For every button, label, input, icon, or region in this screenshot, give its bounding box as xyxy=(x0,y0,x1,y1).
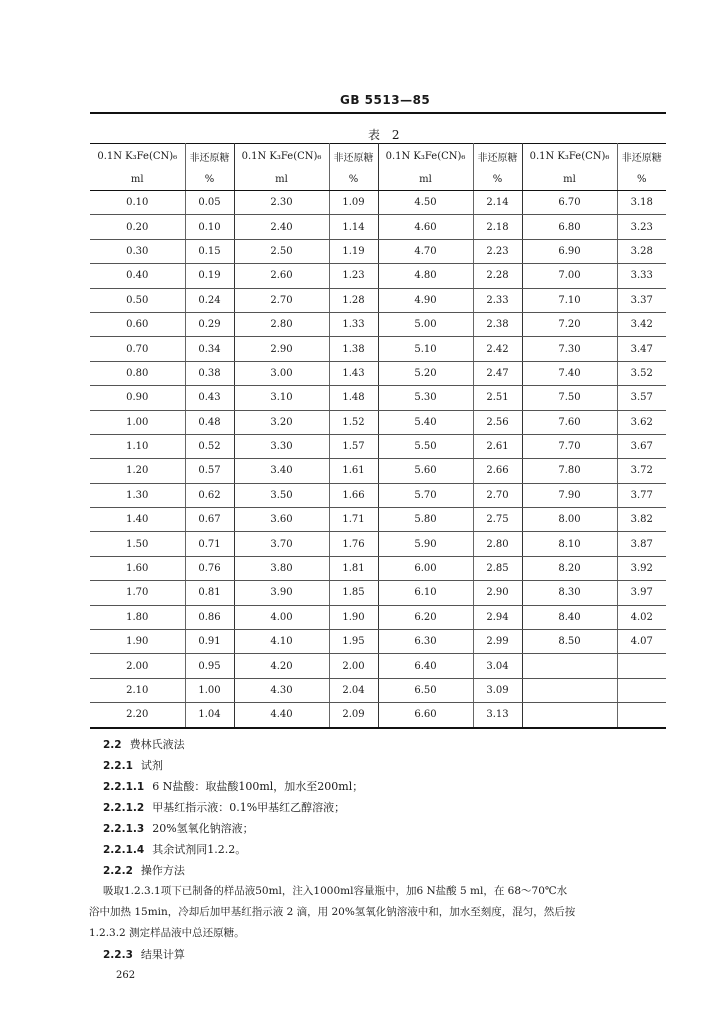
table-cell: 0.95 xyxy=(185,654,234,678)
table-cell xyxy=(617,678,666,702)
section-title: 操作方法 xyxy=(140,864,185,877)
table-cell xyxy=(522,703,617,728)
table-cell: 1.85 xyxy=(329,581,378,605)
unit-cell: ml xyxy=(90,168,185,191)
table-cell: 0.19 xyxy=(185,264,234,288)
table-cell: 6.60 xyxy=(378,703,473,728)
header-cell: 非还原糖 xyxy=(473,144,522,169)
table-cell: 3.37 xyxy=(617,288,666,312)
table-cell: 6.70 xyxy=(522,191,617,215)
table-cell: 0.91 xyxy=(185,630,234,654)
table-cell: 1.40 xyxy=(90,508,185,532)
section-number: 2.2 xyxy=(103,739,122,751)
table-row xyxy=(90,654,666,678)
section-2-2-1-4 xyxy=(103,839,246,861)
table-cell: 2.94 xyxy=(473,605,522,629)
table-cell: 1.30 xyxy=(90,483,185,507)
section-2-2-1-2 xyxy=(103,797,345,819)
table-cell: 2.90 xyxy=(234,337,329,361)
table-cell: 0.60 xyxy=(90,312,185,336)
section-number: 2.2.1.1 xyxy=(103,781,145,793)
table-cell: 7.60 xyxy=(522,410,617,434)
table-cell: 3.52 xyxy=(617,361,666,385)
table-cell: 3.04 xyxy=(473,654,522,678)
table-cell: 4.70 xyxy=(378,239,473,263)
section-title: 试剂 xyxy=(140,759,163,772)
table-cell: 2.56 xyxy=(473,410,522,434)
table-cell: 3.62 xyxy=(617,410,666,434)
table-cell: 1.50 xyxy=(90,532,185,556)
section-number: 2.2.1.2 xyxy=(103,802,145,814)
table-cell: 0.67 xyxy=(185,508,234,532)
table-cell: 2.75 xyxy=(473,508,522,532)
table-cell: 2.33 xyxy=(473,288,522,312)
table-cell: 0.71 xyxy=(185,532,234,556)
table-cell: 2.38 xyxy=(473,312,522,336)
table-cell: 1.04 xyxy=(185,703,234,728)
table-cell: 6.20 xyxy=(378,605,473,629)
table-cell: 2.70 xyxy=(234,288,329,312)
table-cell: 0.62 xyxy=(185,483,234,507)
table-cell: 0.43 xyxy=(185,386,234,410)
table-cell: 3.23 xyxy=(617,215,666,239)
table-cell: 1.52 xyxy=(329,410,378,434)
table-cell: 0.20 xyxy=(90,215,185,239)
table-cell: 7.10 xyxy=(522,288,617,312)
table-cell: 1.66 xyxy=(329,483,378,507)
unit-cell: % xyxy=(617,168,666,191)
table-row xyxy=(90,605,666,629)
table-body xyxy=(90,191,666,728)
table-cell: 2.70 xyxy=(473,483,522,507)
table-cell: 0.34 xyxy=(185,337,234,361)
table-cell: 1.10 xyxy=(90,434,185,458)
table-row xyxy=(90,191,666,215)
table-cell: 1.00 xyxy=(185,678,234,702)
table-cell: 0.90 xyxy=(90,386,185,410)
table-cell: 6.00 xyxy=(378,556,473,580)
table-row xyxy=(90,361,666,385)
section-2-2-1-3 xyxy=(103,818,254,840)
table-cell: 1.20 xyxy=(90,459,185,483)
table-cell: 6.80 xyxy=(522,215,617,239)
table-cell: 4.60 xyxy=(378,215,473,239)
table-cell xyxy=(522,678,617,702)
table-cell: 1.57 xyxy=(329,434,378,458)
table-cell xyxy=(617,654,666,678)
section-2-2-2 xyxy=(103,860,185,882)
table-cell: 4.07 xyxy=(617,630,666,654)
page-number: 262 xyxy=(116,970,136,981)
table-cell: 4.02 xyxy=(617,605,666,629)
table-cell: 2.00 xyxy=(90,654,185,678)
table-cell: 4.80 xyxy=(378,264,473,288)
table-row xyxy=(90,678,666,702)
table-cell: 4.30 xyxy=(234,678,329,702)
table-row xyxy=(90,410,666,434)
table-cell: 3.50 xyxy=(234,483,329,507)
table-cell: 5.40 xyxy=(378,410,473,434)
table-cell: 0.57 xyxy=(185,459,234,483)
table-row xyxy=(90,434,666,458)
table-cell: 4.00 xyxy=(234,605,329,629)
table-cell: 2.20 xyxy=(90,703,185,728)
table-cell: 1.81 xyxy=(329,556,378,580)
table-cell: 2.10 xyxy=(90,678,185,702)
table-cell: 1.33 xyxy=(329,312,378,336)
table-cell: 2.47 xyxy=(473,361,522,385)
table-cell: 7.20 xyxy=(522,312,617,336)
table-cell: 1.38 xyxy=(329,337,378,361)
unit-cell: % xyxy=(329,168,378,191)
table-cell: 3.60 xyxy=(234,508,329,532)
unit-cell: % xyxy=(473,168,522,191)
table-cell: 3.70 xyxy=(234,532,329,556)
procedure-line-1: 吸取1.2.3.1项下已制备的样品液50ml，注入1000ml容量瓶中，加6 N盐酸 5 ml，在 68～70℃水 xyxy=(103,885,568,897)
table-cell: 3.18 xyxy=(617,191,666,215)
table-cell: 1.76 xyxy=(329,532,378,556)
data-table xyxy=(90,143,666,729)
table-cell: 0.52 xyxy=(185,434,234,458)
procedure-line-3: 1.2.3.2 测定样品液中总还原糖。 xyxy=(89,927,245,939)
table-cell: 2.40 xyxy=(234,215,329,239)
section-2-2 xyxy=(103,734,185,756)
table-cell: 3.72 xyxy=(617,459,666,483)
table-row xyxy=(90,288,666,312)
section-number: 2.2.3 xyxy=(103,949,133,961)
table-cell: 3.40 xyxy=(234,459,329,483)
table-unit-row xyxy=(90,168,666,191)
section-number: 2.2.1 xyxy=(103,760,133,772)
table-cell: 0.38 xyxy=(185,361,234,385)
table-cell: 0.10 xyxy=(90,191,185,215)
section-2-2-1-1 xyxy=(103,776,363,798)
section-2-2-3 xyxy=(103,944,185,966)
table-cell: 1.00 xyxy=(90,410,185,434)
header-cell: 0.1N K₃Fe(CN)₆ xyxy=(90,144,185,169)
table-cell: 1.90 xyxy=(329,605,378,629)
table-cell: 8.40 xyxy=(522,605,617,629)
table-row xyxy=(90,556,666,580)
table-cell: 7.80 xyxy=(522,459,617,483)
table-row xyxy=(90,264,666,288)
table-row xyxy=(90,386,666,410)
section-text: 其余试剂同1.2.2。 xyxy=(152,843,247,856)
table-cell: 1.61 xyxy=(329,459,378,483)
table-cell: 2.60 xyxy=(234,264,329,288)
table-cell: 5.90 xyxy=(378,532,473,556)
table-cell: 5.00 xyxy=(378,312,473,336)
table-row xyxy=(90,239,666,263)
table-cell: 7.30 xyxy=(522,337,617,361)
table-cell xyxy=(617,703,666,728)
section-text: 20%氢氧化钠溶液； xyxy=(152,822,254,835)
table-cell: 1.23 xyxy=(329,264,378,288)
table-cell: 2.80 xyxy=(473,532,522,556)
table-cell: 2.42 xyxy=(473,337,522,361)
table-cell: 2.18 xyxy=(473,215,522,239)
unit-cell: ml xyxy=(378,168,473,191)
table-cell: 0.15 xyxy=(185,239,234,263)
table-cell: 0.76 xyxy=(185,556,234,580)
header-cell: 非还原糖 xyxy=(185,144,234,169)
table-cell: 1.60 xyxy=(90,556,185,580)
table-cell: 5.60 xyxy=(378,459,473,483)
table-cell: 0.29 xyxy=(185,312,234,336)
table-cell: 3.09 xyxy=(473,678,522,702)
table-cell: 8.00 xyxy=(522,508,617,532)
table-cell: 2.66 xyxy=(473,459,522,483)
table-row xyxy=(90,532,666,556)
table-cell: 0.48 xyxy=(185,410,234,434)
table-cell: 2.85 xyxy=(473,556,522,580)
header-cell: 0.1N K₃Fe(CN)₆ xyxy=(378,144,473,169)
section-text: 6 N盐酸：取盐酸100ml，加水至200ml； xyxy=(152,780,364,793)
table-cell: 8.20 xyxy=(522,556,617,580)
table-cell: 3.42 xyxy=(617,312,666,336)
table-cell: 2.61 xyxy=(473,434,522,458)
section-title: 费林氏液法 xyxy=(129,738,185,751)
table-cell xyxy=(522,654,617,678)
table-cell: 5.20 xyxy=(378,361,473,385)
table-cell: 2.50 xyxy=(234,239,329,263)
table-cell: 1.80 xyxy=(90,605,185,629)
table-cell: 3.87 xyxy=(617,532,666,556)
table-cell: 3.13 xyxy=(473,703,522,728)
table-cell: 1.43 xyxy=(329,361,378,385)
table-cell: 0.81 xyxy=(185,581,234,605)
table-cell: 2.28 xyxy=(473,264,522,288)
page-header: GB 5513—85 xyxy=(340,93,431,107)
table-cell: 3.10 xyxy=(234,386,329,410)
unit-cell: ml xyxy=(234,168,329,191)
table-row xyxy=(90,630,666,654)
table-cell: 1.48 xyxy=(329,386,378,410)
table-cell: 0.24 xyxy=(185,288,234,312)
table-caption: 表 2 xyxy=(368,128,404,142)
table-cell: 1.71 xyxy=(329,508,378,532)
section-2-2-1 xyxy=(103,755,163,777)
table-cell: 2.90 xyxy=(473,581,522,605)
table-cell: 2.99 xyxy=(473,630,522,654)
table-cell: 5.70 xyxy=(378,483,473,507)
table-cell: 0.30 xyxy=(90,239,185,263)
table-cell: 3.20 xyxy=(234,410,329,434)
section-number: 2.2.1.4 xyxy=(103,844,145,856)
section-text: 甲基红指示液：0.1%甲基红乙醇溶液； xyxy=(152,801,346,814)
table-cell: 2.51 xyxy=(473,386,522,410)
table-cell: 7.00 xyxy=(522,264,617,288)
table-cell: 7.70 xyxy=(522,434,617,458)
header-rule xyxy=(90,112,666,114)
table-cell: 1.95 xyxy=(329,630,378,654)
table-cell: 2.04 xyxy=(329,678,378,702)
table-cell: 3.00 xyxy=(234,361,329,385)
table-cell: 2.14 xyxy=(473,191,522,215)
table-cell: 1.90 xyxy=(90,630,185,654)
section-number: 2.2.2 xyxy=(103,865,133,877)
table-cell: 5.30 xyxy=(378,386,473,410)
table-row xyxy=(90,337,666,361)
procedure-line-2: 浴中加热 15min，冷却后加甲基红指示液 2 滴，用 20%氢氧化钠溶液中和，加水至刻度，混匀，然后按 xyxy=(89,906,576,918)
header-cell: 非还原糖 xyxy=(329,144,378,169)
table-cell: 8.30 xyxy=(522,581,617,605)
table-cell: 1.14 xyxy=(329,215,378,239)
table-cell: 6.50 xyxy=(378,678,473,702)
header-cell: 非还原糖 xyxy=(617,144,666,169)
table-cell: 5.50 xyxy=(378,434,473,458)
table-cell: 4.10 xyxy=(234,630,329,654)
table-cell: 0.70 xyxy=(90,337,185,361)
table-cell: 3.80 xyxy=(234,556,329,580)
table-row xyxy=(90,312,666,336)
table-cell: 3.90 xyxy=(234,581,329,605)
table-row xyxy=(90,581,666,605)
table-cell: 0.10 xyxy=(185,215,234,239)
table-cell: 6.90 xyxy=(522,239,617,263)
table-cell: 1.09 xyxy=(329,191,378,215)
table-cell: 4.50 xyxy=(378,191,473,215)
table-cell: 3.92 xyxy=(617,556,666,580)
table-cell: 7.40 xyxy=(522,361,617,385)
table-cell: 3.33 xyxy=(617,264,666,288)
table-cell: 2.09 xyxy=(329,703,378,728)
unit-cell: ml xyxy=(522,168,617,191)
table-cell: 1.19 xyxy=(329,239,378,263)
table-cell: 5.80 xyxy=(378,508,473,532)
table-cell: 7.50 xyxy=(522,386,617,410)
table-cell: 0.86 xyxy=(185,605,234,629)
table-cell: 0.50 xyxy=(90,288,185,312)
table-row xyxy=(90,508,666,532)
unit-cell: % xyxy=(185,168,234,191)
table-cell: 5.10 xyxy=(378,337,473,361)
table-header-row xyxy=(90,144,666,169)
table-cell: 0.05 xyxy=(185,191,234,215)
table-cell: 3.82 xyxy=(617,508,666,532)
table-cell: 7.90 xyxy=(522,483,617,507)
table-cell: 1.70 xyxy=(90,581,185,605)
table-cell: 8.10 xyxy=(522,532,617,556)
table-cell: 0.80 xyxy=(90,361,185,385)
table-cell: 4.20 xyxy=(234,654,329,678)
table-cell: 1.28 xyxy=(329,288,378,312)
table-cell: 0.40 xyxy=(90,264,185,288)
table-row xyxy=(90,459,666,483)
header-cell: 0.1N K₃Fe(CN)₆ xyxy=(522,144,617,169)
table-cell: 6.40 xyxy=(378,654,473,678)
table-cell: 2.80 xyxy=(234,312,329,336)
table-cell: 3.47 xyxy=(617,337,666,361)
table-cell: 2.23 xyxy=(473,239,522,263)
table-cell: 3.57 xyxy=(617,386,666,410)
table-cell: 8.50 xyxy=(522,630,617,654)
table-cell: 6.10 xyxy=(378,581,473,605)
table-cell: 3.77 xyxy=(617,483,666,507)
table-cell: 3.97 xyxy=(617,581,666,605)
table-cell: 4.90 xyxy=(378,288,473,312)
table-cell: 3.30 xyxy=(234,434,329,458)
table-cell: 6.30 xyxy=(378,630,473,654)
table-cell: 3.28 xyxy=(617,239,666,263)
header-cell: 0.1N K₃Fe(CN)₆ xyxy=(234,144,329,169)
table-cell: 2.30 xyxy=(234,191,329,215)
table-cell: 3.67 xyxy=(617,434,666,458)
section-number: 2.2.1.3 xyxy=(103,823,145,835)
table-cell: 2.00 xyxy=(329,654,378,678)
table-row xyxy=(90,703,666,728)
section-title: 结果计算 xyxy=(140,948,185,961)
table-row xyxy=(90,483,666,507)
table-cell: 4.40 xyxy=(234,703,329,728)
table-row xyxy=(90,215,666,239)
